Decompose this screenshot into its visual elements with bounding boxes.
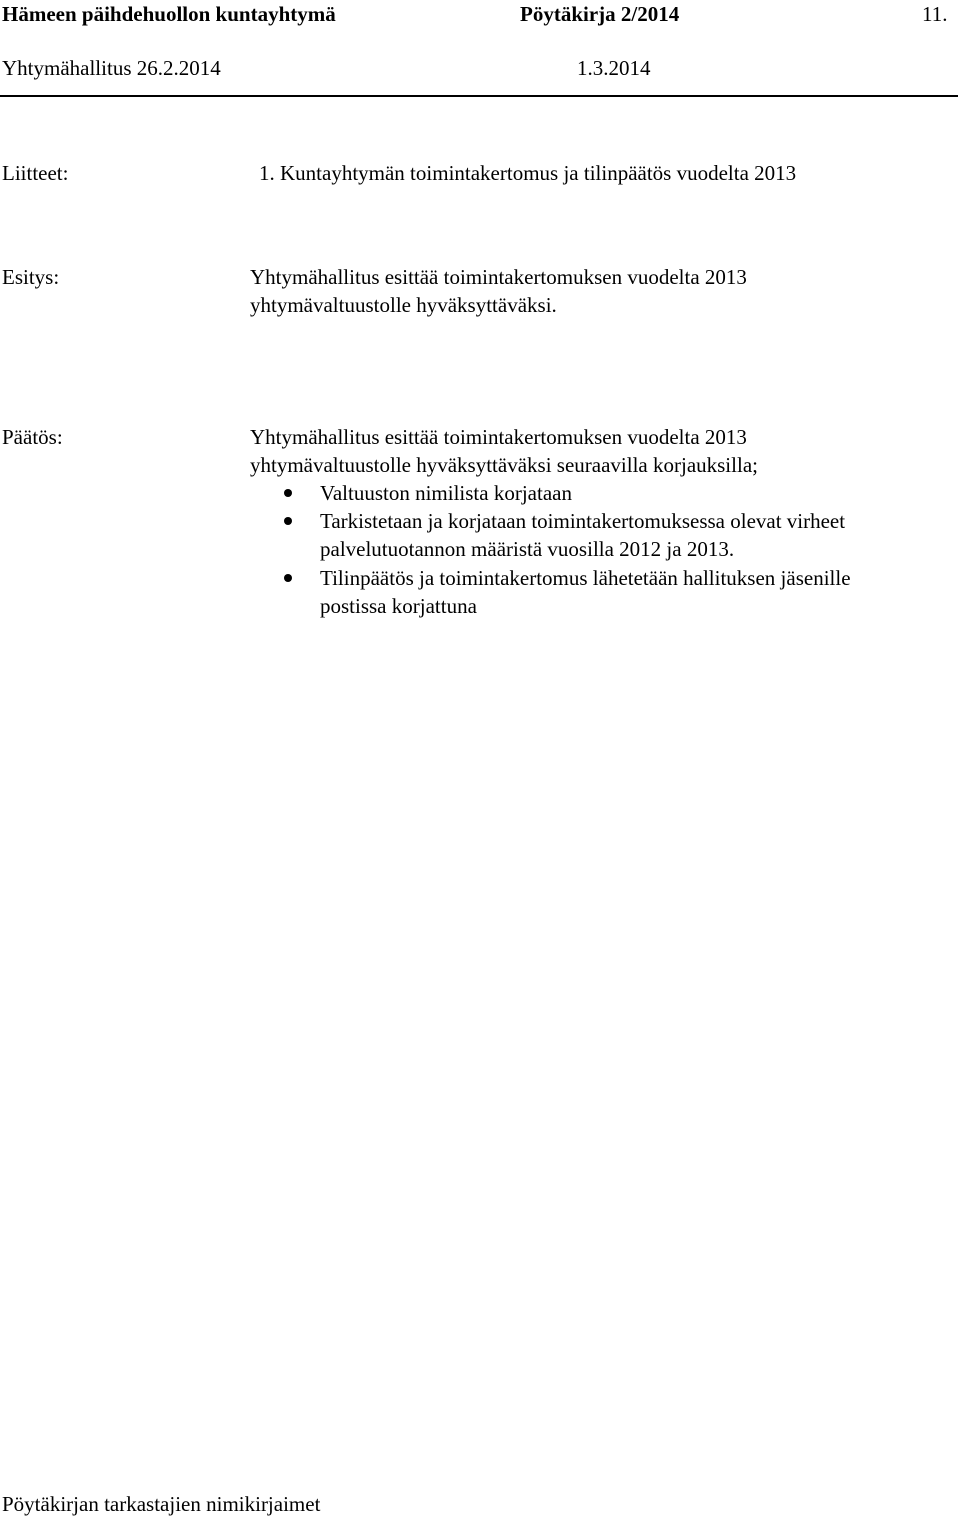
bullet-text: Valtuuston nimilista korjataan xyxy=(320,481,572,505)
signature-label: Pöytäkirjan tarkastajien nimikirjaimet xyxy=(2,1492,321,1516)
bullet-icon xyxy=(284,517,292,525)
decision-line-1: Yhtymähallitus esittää toimintakertomuksen vuodelta 2013 xyxy=(250,425,747,449)
proposal-line-1: Yhtymähallitus esittää toimintakertomuksen vuodelta 2013 xyxy=(250,265,747,289)
header-divider xyxy=(0,95,958,97)
decision-line-2: yhtymävaltuustolle hyväksyttäväksi seuraavilla korjauksilla; xyxy=(250,453,758,477)
attachments-label: Liitteet: xyxy=(2,161,69,185)
attachment-item: 1. Kuntayhtymän toimintakertomus ja tilinpäätös vuodelta 2013 xyxy=(259,161,797,185)
proposal-line-2: yhtymävaltuustolle hyväksyttäväksi. xyxy=(250,293,557,317)
document-date: 1.3.2014 xyxy=(577,56,651,80)
bullet-icon xyxy=(284,574,292,582)
bullet-text-continuation: postissa korjattuna xyxy=(320,594,477,618)
proposal-label: Esitys: xyxy=(2,265,60,289)
bullet-text: Tarkistetaan ja korjataan toimintakertomuksessa olevat virheet xyxy=(320,509,846,533)
organization-name: Hämeen päihdehuollon kuntayhtymä xyxy=(2,2,336,26)
decision-label: Päätös: xyxy=(2,425,63,449)
meeting-title: Yhtymähallitus 26.2.2014 xyxy=(2,56,221,80)
page-number: 11. xyxy=(922,2,948,26)
bullet-text: Tilinpäätös ja toimintakertomus lähetetään hallituksen jäsenille xyxy=(320,566,851,590)
bullet-text-continuation: palvelutuotannon määristä vuosilla 2012 ja 2013. xyxy=(320,537,735,561)
bullet-icon xyxy=(284,489,292,497)
document-title: Pöytäkirja 2/2014 xyxy=(520,2,680,26)
